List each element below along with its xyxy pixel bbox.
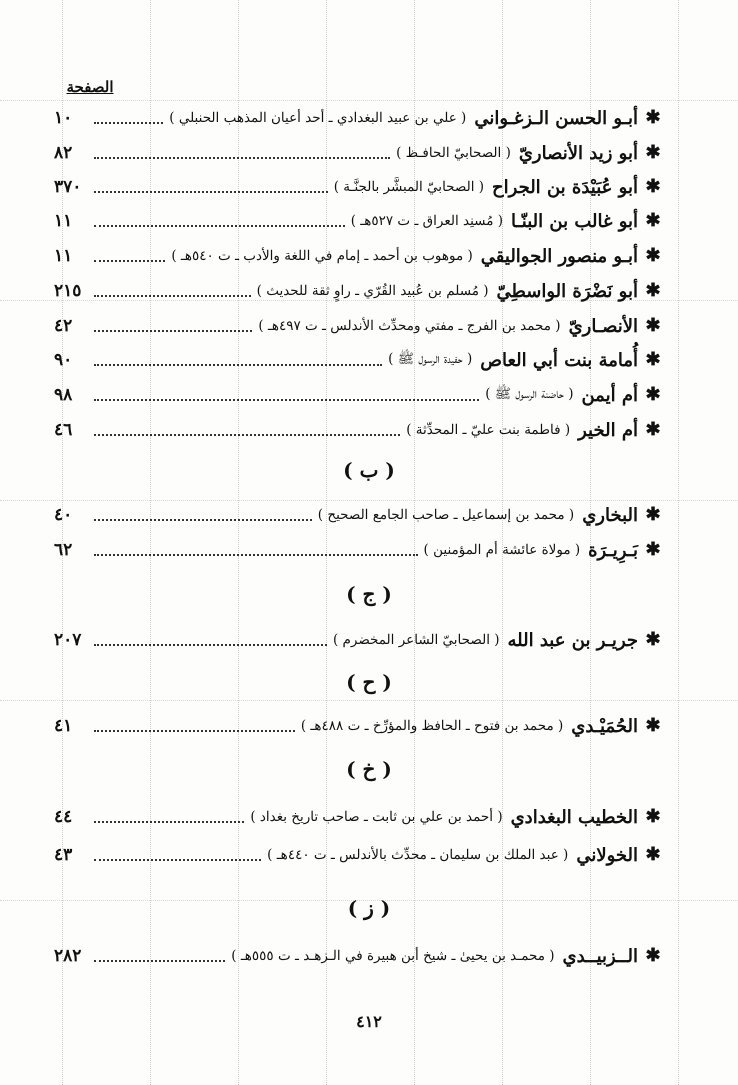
index-entry	[54, 206, 662, 236]
entry-page-number: ٤١	[54, 716, 73, 736]
entry-name: جريـر بن عبد الله	[507, 629, 638, 651]
index-entry	[54, 711, 662, 741]
index-entry	[54, 103, 662, 133]
leader-dots	[94, 644, 327, 646]
letter-heading: ( ب )	[343, 458, 395, 482]
entry-page-number: ٤٣	[54, 845, 73, 865]
leader-dots	[94, 364, 382, 366]
bullet-star-icon: ✱	[645, 629, 661, 650]
index-entry	[54, 138, 662, 168]
entry-page-number: ٤٤	[54, 807, 73, 827]
leader-dots	[94, 399, 479, 401]
index-entry	[54, 380, 662, 410]
index-entry	[54, 535, 662, 565]
entry-page-number: ٤٠	[54, 505, 73, 525]
leader-dots	[94, 519, 312, 521]
bullet-star-icon: ✱	[645, 245, 661, 266]
entry-description: ( علي بن عبيد البغدادي ـ أحد أعيان المذهب الحنبلي )	[169, 110, 467, 126]
bullet-star-icon: ✱	[645, 844, 661, 865]
page-number: ٤١٢	[356, 1012, 382, 1031]
entry-page-number: ١١	[54, 246, 73, 266]
leader-dots	[94, 730, 295, 732]
entry-description: ( فاطمة بنت عليّ ـ المحدِّثة )	[406, 422, 571, 438]
leader-dots	[94, 821, 244, 823]
leader-dots	[94, 330, 252, 332]
bullet-star-icon: ✱	[645, 384, 661, 405]
entry-name: أبـو الحسن الـزغـواني	[474, 107, 638, 129]
index-entry	[54, 500, 662, 530]
leader-dots	[94, 295, 251, 297]
bullet-star-icon: ✱	[645, 539, 661, 560]
bullet-star-icon: ✱	[645, 142, 661, 163]
index-entry	[54, 345, 662, 375]
bullet-star-icon: ✱	[645, 176, 661, 197]
entry-name: البخاري	[582, 504, 638, 526]
bullet-star-icon: ✱	[645, 715, 661, 736]
bullet-star-icon: ✱	[645, 419, 661, 440]
index-entry	[54, 241, 662, 271]
bullet-star-icon: ✱	[645, 945, 661, 966]
bullet-star-icon: ✱	[645, 107, 661, 128]
entry-description: ( محمد بن الفرج ـ مفتي ومحدِّث الأندلس ـ ت ٤٩٧هـ )	[258, 318, 561, 334]
entry-name: الحُمَيْـدي	[571, 715, 638, 737]
entry-page-number: ١٠	[54, 108, 73, 128]
entry-name: الخولاني	[576, 844, 638, 866]
leader-dots	[94, 554, 418, 556]
entry-name: الأنصـاريّ	[568, 315, 638, 337]
index-entry	[54, 311, 662, 341]
entry-name: أبو زيد الأنصاريّ	[518, 142, 638, 164]
entry-page-number: ٩٠	[54, 350, 73, 370]
entry-page-number: ٢٠٧	[54, 630, 82, 650]
index-entry	[54, 840, 662, 870]
index-entry	[54, 172, 662, 202]
leader-dots	[94, 157, 390, 159]
leader-dots	[94, 260, 165, 262]
entry-description: ( الصحابيّ الشاعر المخضرم )	[332, 632, 500, 648]
entry-page-number: ٩٨	[54, 385, 73, 405]
index-entry	[54, 625, 662, 655]
leader-dots	[94, 122, 163, 124]
letter-heading: ( ح )	[346, 670, 392, 694]
entry-page-number: ٦٢	[54, 540, 73, 560]
entry-name: أبو عُبَيْدَة بن الجراح	[492, 176, 638, 198]
entry-name: أُمامة بنت أبي العاص	[480, 349, 638, 371]
leader-dots	[94, 859, 261, 861]
entry-name: أم الخير	[578, 419, 638, 441]
entry-name: أم أيمن	[581, 384, 638, 406]
leader-dots	[94, 225, 345, 227]
index-entry	[54, 802, 662, 832]
entry-description: ( الصحابيّ الحافـظ )	[396, 145, 511, 161]
leader-dots	[94, 191, 328, 193]
index-entry	[54, 415, 662, 445]
entry-page-number: ٤٦	[54, 420, 73, 440]
entry-description: ( عبد الملك بن سليمان ـ محدِّث بالأندلس ـ ت ٤٤٠هـ )	[267, 847, 569, 863]
leader-dots	[94, 434, 400, 436]
entry-description: ( محمـد بن يحيىٰ ـ شيخ أبن هبيرة في الـزهـد ـ ت ٥٥٥هـ )	[231, 948, 555, 964]
bullet-star-icon: ✱	[645, 504, 661, 525]
entry-page-number: ٣٧٠	[54, 177, 82, 197]
entry-name: أبـو منصور الجواليقي	[480, 245, 638, 267]
entry-description: ( محمد بن فتوح ـ الحافظ والمؤرِّخ ـ ت ٤٨٨هـ )	[300, 718, 564, 734]
entry-description: ( محمد بن إسماعيل ـ صاحب الجامع الصحيح )	[317, 507, 575, 523]
entry-name: أبو نَضْرَة الواسطِيّ	[496, 280, 638, 302]
entry-name: الخطيب البغدادي	[510, 806, 638, 828]
bullet-star-icon: ✱	[645, 806, 661, 827]
letter-heading: ( ز )	[347, 896, 391, 920]
entry-name: الــزبيــدي	[562, 945, 638, 967]
entry-page-number: ٢٨٢	[54, 946, 82, 966]
entry-description: ( مُسنِد العراق ـ ت ٥٢٧هـ )	[350, 213, 504, 229]
leader-dots	[94, 960, 225, 962]
entry-description: ( مُسلم بن عُبيد القُرّي ـ راوٍ ثقة للحديث )	[256, 283, 489, 299]
entry-page-number: ٤٢	[54, 316, 73, 336]
bullet-star-icon: ✱	[645, 210, 661, 231]
entry-description: ( حاضنة الرسول ﷺ )	[485, 386, 574, 402]
index-entry	[54, 941, 662, 971]
bullet-star-icon: ✱	[645, 315, 661, 336]
index-entry	[54, 276, 662, 306]
bullet-star-icon: ✱	[645, 349, 661, 370]
page-column-header: الصفحة	[66, 78, 114, 96]
entry-description: ( موهوب بن أحمد ـ إمام في اللغة والأدب ـ ت ٥٤٠هـ )	[171, 248, 473, 264]
letter-heading: ( ج )	[346, 582, 392, 606]
entry-page-number: ١١	[54, 211, 73, 231]
entry-description: ( مولاة عائشة أم المؤمنين )	[423, 542, 581, 558]
letter-heading: ( خ )	[346, 757, 392, 781]
entry-page-number: ٢١٥	[54, 281, 82, 301]
entry-page-number: ٨٢	[54, 143, 73, 163]
entry-name: بَـرِيـرَة	[588, 539, 638, 561]
entry-description: ( أحمد بن علي بن ثابت ـ صاحب تاريخ بغداد )	[250, 809, 503, 825]
entry-description: ( الصحابيّ المبشَّر بالجنَّـة )	[333, 179, 485, 195]
entry-description: ( حفيدة الرسول ﷺ )	[388, 351, 473, 367]
entry-name: أبو غالب بن البنّـا	[511, 210, 638, 232]
bullet-star-icon: ✱	[645, 280, 661, 301]
